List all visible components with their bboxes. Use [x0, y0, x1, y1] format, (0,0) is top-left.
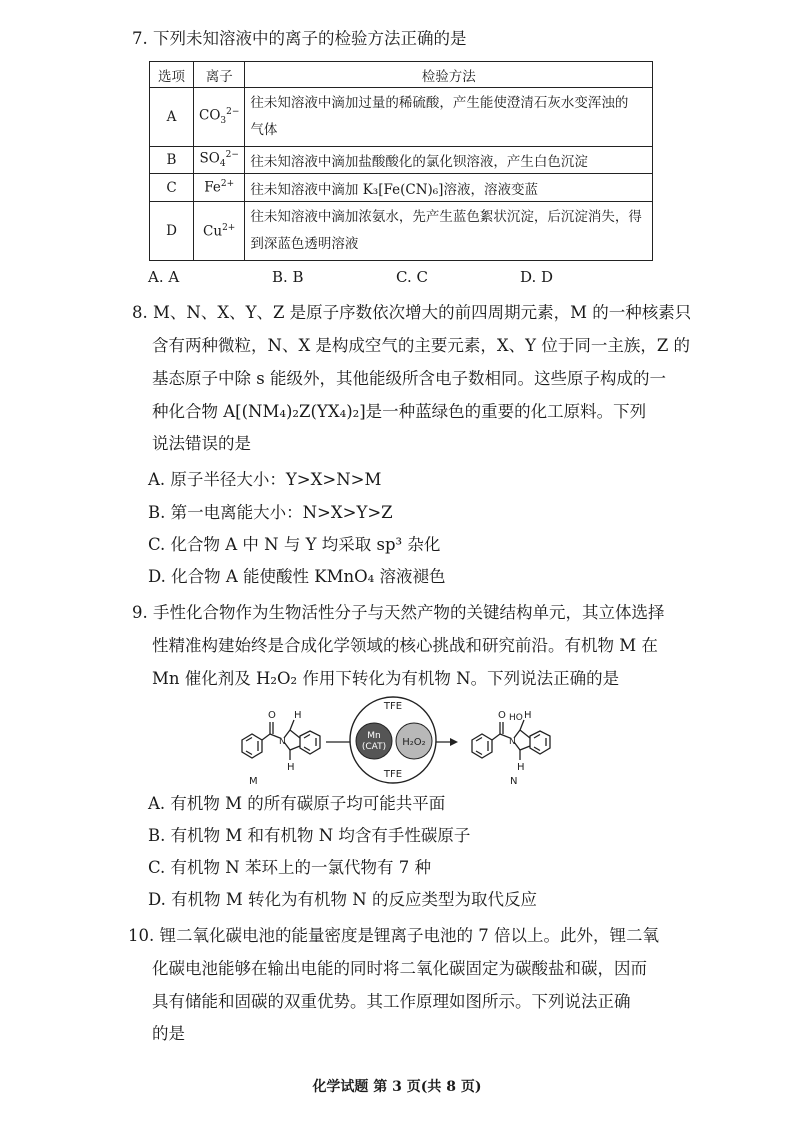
label-n: N: [510, 776, 518, 787]
q10-line1: 10. 锂二氧化碳电池的能量密度是锂离子电池的 7 倍以上。此外，锂二氧: [128, 926, 659, 945]
tfe-bottom-label: TFE: [383, 769, 403, 780]
n-atom-ho: HO: [509, 713, 523, 723]
choice-a: A. A: [148, 268, 180, 286]
q7-table: [149, 61, 653, 261]
row-ion: $SO_4^{2-}$: [194, 147, 245, 174]
table-row: [150, 88, 653, 147]
q9-option-a: A. 有机物 M 的所有碳原子均可能共平面: [148, 794, 446, 813]
q8-option-a: A. 原子半径大小：Y>X>N>M: [148, 470, 382, 489]
header-method: 检验方法: [245, 62, 653, 88]
row-ion: $CO_3^{2-}$: [194, 88, 245, 147]
row-method: 往未知溶液中滴加盐酸酸化的氯化钡溶液，产生白色沉淀: [245, 147, 653, 174]
q8-line4: 种化合物 A[(NM₄)₂Z(YX₄)₂]是一种蓝绿色的重要的化工原料。下列: [152, 402, 647, 421]
catalyst-label-1: Mn: [367, 731, 381, 741]
n-atom-n: N: [509, 737, 516, 747]
table-header-row: [150, 62, 653, 88]
q8-option-b: B. 第一电离能大小：N>X>Y>Z: [148, 503, 393, 522]
q8-option-c: C. 化合物 A 中 N 与 Y 均采取 sp³ 杂化: [148, 535, 441, 554]
row-option: B: [150, 147, 194, 174]
catalyst-circle: [356, 723, 392, 759]
m-atom-n: N: [279, 737, 286, 747]
oxidant-label: H₂O₂: [402, 737, 426, 748]
q8-line1: 8. M、N、X、Y、Z 是原子序数依次增大的前四周期元素，M 的一种核素只: [132, 303, 692, 322]
m-atom-h2: H: [287, 762, 295, 773]
row-ion: $Fe^{2+}$: [194, 174, 245, 202]
tfe-top-label: TFE: [383, 701, 403, 712]
m-atom-o: O: [268, 710, 276, 721]
label-m: M: [249, 776, 258, 787]
q9-option-b: B. 有机物 M 和有机物 N 均含有手性碳原子: [148, 826, 471, 845]
row-method: 往未知溶液中滴加过量的稀硫酸，产生能使澄清石灰水变浑浊的 气体: [245, 88, 653, 147]
row-option: C: [150, 174, 194, 202]
q8-line5: 说法错误的是: [152, 434, 251, 453]
choice-b: B. B: [272, 268, 304, 286]
row-ion: $Cu^{2+}$: [194, 202, 245, 261]
arrow-head: [450, 738, 458, 746]
n-atom-o: O: [498, 710, 506, 721]
table-row: [150, 202, 653, 261]
catalyst-label-2: (CAT): [361, 742, 387, 752]
q10-line2: 化碳电池能够在输出电能的同时将二氧化碳固定为碳酸盐和碳，因而: [152, 959, 647, 978]
choice-c: C. C: [396, 268, 428, 286]
q7-stem: 7. 下列未知溶液中的离子的检验方法正确的是: [132, 29, 467, 48]
row-method: 往未知溶液中滴加浓氨水，先产生蓝色絮状沉淀，后沉淀消失，得 到深蓝色透明溶液: [245, 202, 653, 261]
n-atom-h2: H: [517, 762, 525, 773]
q9-line1: 9. 手性化合物作为生物活性分子与天然产物的关键结构单元，其立体选择: [132, 603, 665, 622]
row-method: 往未知溶液中滴加 K₃[Fe(CN)₆]溶液，溶液变蓝: [245, 174, 653, 202]
header-option: 选项: [150, 62, 194, 88]
m-atom-h1: H: [294, 710, 302, 721]
q10-line3: 具有储能和固碳的双重优势。其工作原理如图所示。下列说法正确: [152, 992, 631, 1011]
header-ion: 离子: [194, 62, 245, 88]
q8-line2: 含有两种微粒，N、X 是构成空气的主要元素，X、Y 位于同一主族，Z 的: [152, 336, 691, 355]
table-row: [150, 174, 653, 202]
n-atom-h1: H: [524, 710, 532, 721]
q9-option-c: C. 有机物 N 苯环上的一氯代物有 7 种: [148, 858, 431, 877]
q9-line2: 性精准构建始终是合成化学领域的核心挑战和研究前沿。有机物 M 在: [152, 636, 658, 655]
row-option: D: [150, 202, 194, 261]
table-row: [150, 147, 653, 174]
row-option: A: [150, 88, 194, 147]
q10-line4: 的是: [152, 1024, 185, 1043]
q8-option-d: D. 化合物 A 能使酸性 KMnO₄ 溶液褪色: [148, 567, 446, 586]
page-footer: 化学试题 第 3 页(共 8 页): [312, 1079, 482, 1095]
q9-reaction-diagram: [228, 688, 578, 793]
choice-d: D. D: [520, 268, 554, 286]
q9-option-d: D. 有机物 M 转化为有机物 N 的反应类型为取代反应: [148, 890, 537, 909]
q8-line3: 基态原子中除 s 能级外，其他能级所含电子数相同。这些原子构成的一: [152, 369, 666, 388]
q9-line3: Mn 催化剂及 H₂O₂ 作用下转化为有机物 N。下列说法正确的是: [152, 669, 620, 688]
